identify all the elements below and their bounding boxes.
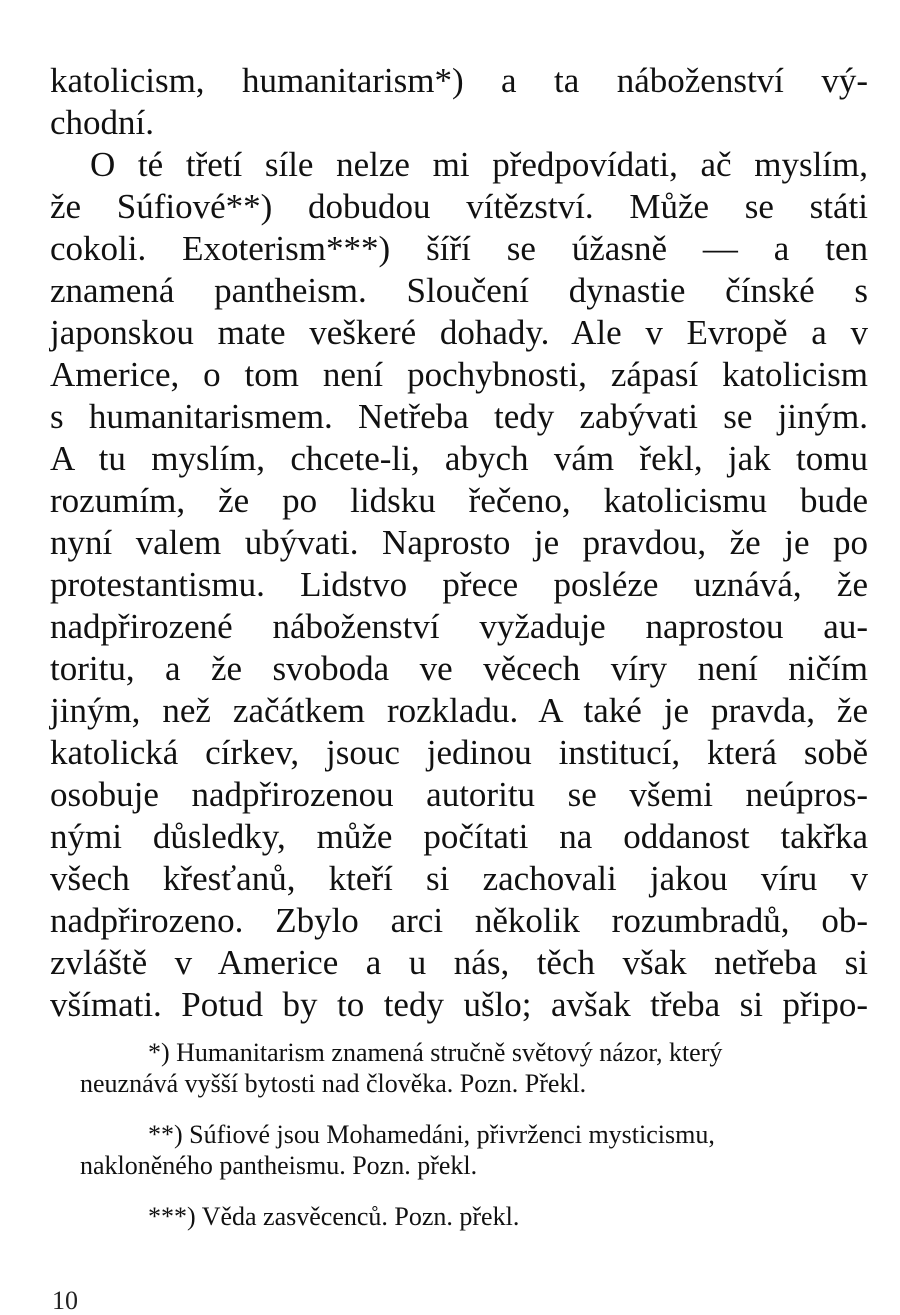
footnote-line: **) Súfiové jsou Mohamedáni, přivrženci mysticismu, — [148, 1120, 715, 1149]
footnote — [80, 1119, 860, 1181]
text-line: Americe, o tom není pochybnosti, zápasí katolicism — [50, 355, 868, 394]
text-line: že Súfiové**) dobudou vítězství. Může se státi — [50, 187, 868, 226]
footnote — [80, 1037, 860, 1099]
footnote-line: ***) Věda zasvěcenců. Pozn. překl. — [148, 1202, 520, 1231]
text-line: chodní. — [50, 103, 155, 142]
text-line: katolicism, humanitarism*) a ta náboženství vý- — [50, 61, 868, 100]
text-line: nadpřirozené náboženství vyžaduje naprostou au- — [50, 607, 868, 646]
text-line: všech křesťanů, kteří si zachovali jakou víru v — [50, 859, 868, 898]
text-line: osobuje nadpřirozenou autoritu se všemi neúpros- — [50, 775, 868, 814]
text-line: katolická církev, jsouc jedinou institucí, která sobě — [50, 733, 868, 772]
text-line: nadpřirozeno. Zbylo arci několik rozumbradů, ob- — [50, 901, 868, 940]
text-line: cokoli. Exoterism***) šíří se úžasně — a ten — [50, 229, 868, 268]
text-line: protestantismu. Lidstvo přece posléze uznává, že — [50, 565, 868, 604]
footnote-line: neuznává vyšší bytosti nad člověka. Pozn. Překl. — [80, 1069, 587, 1098]
text-line: nými důsledky, může počítati na oddanost takřka — [50, 817, 868, 856]
text-line: A tu myslím, chcete-li, abych vám řekl, jak tomu — [50, 439, 868, 478]
text-line: zvláště v Americe a u nás, těch však netřeba si — [50, 943, 868, 982]
text-line: znamená pantheism. Sloučení dynastie čínské s — [50, 271, 868, 310]
text-line: rozumím, že po lidsku řečeno, katolicismu bude — [50, 481, 868, 520]
text-line: s humanitarismem. Netřeba tedy zabývati se jiným. — [50, 397, 868, 436]
main-text — [50, 60, 868, 1026]
text-line: všímati. Potud by to tedy ušlo; avšak třeba si připo- — [50, 985, 868, 1024]
footnote — [80, 1201, 860, 1232]
page-number: 10 — [52, 1286, 78, 1315]
footnotes — [80, 1037, 860, 1252]
text-line: toritu, a že svoboda ve věcech víry není ničím — [50, 649, 868, 688]
text-line: O té třetí síle nelze mi předpovídati, ač myslím, — [90, 145, 868, 184]
text-line: japonskou mate veškeré dohady. Ale v Evropě a v — [50, 313, 868, 352]
footnote-line: *) Humanitarism znamená stručně světový názor, který — [148, 1038, 723, 1067]
footnote-line: nakloněného pantheismu. Pozn. překl. — [80, 1151, 478, 1180]
text-line: nyní valem ubývati. Naprosto je pravdou, že je po — [50, 523, 868, 562]
text-line: jiným, než začátkem rozkladu. A také je pravda, že — [50, 691, 868, 730]
